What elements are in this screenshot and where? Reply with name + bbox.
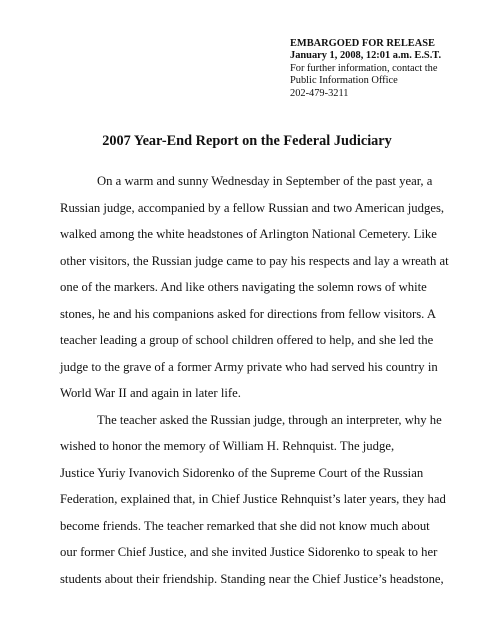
text-line: walked among the white headstones of Arlington National Cemetery. Like bbox=[60, 227, 437, 241]
text-line: teacher leading a group of school children offered to help, and she led the bbox=[60, 333, 434, 347]
text-line: stones, he and his companions asked for directions from fellow visitors. A bbox=[60, 306, 436, 321]
contact-phone: 202-479-3211 bbox=[290, 87, 349, 99]
text-line: become friends. The teacher remarked that she did not know much about bbox=[60, 518, 430, 533]
contact-info: For further information, contact the bbox=[290, 62, 438, 74]
paragraph-1 bbox=[60, 168, 460, 407]
embargo-date: January 1, 2008, 12:01 a.m. E.S.T. bbox=[290, 50, 442, 62]
embargo-heading: EMBARGOED FOR RELEASE bbox=[290, 38, 435, 49]
text-line: World War II and again in later life. bbox=[60, 386, 241, 400]
report-body bbox=[60, 168, 460, 592]
text-line: one of the markers. And like others navigating the solemn rows of white bbox=[60, 280, 427, 294]
text-line: Russian judge, accompanied by a fellow Russian and two American judges, bbox=[60, 200, 445, 215]
report-title: 2007 Year-End Report on the Federal Judiciary bbox=[102, 133, 392, 149]
text-line: other visitors, the Russian judge came to pay his respects and lay a wreath at bbox=[60, 253, 449, 268]
text-line: students about their friendship. Standing near the Chief Justice’s headstone, bbox=[60, 571, 444, 586]
text-line: Federation, explained that, in Chief Justice Rehnquist’s later years, they had bbox=[60, 492, 446, 506]
text-line: our former Chief Justice, and she invited Justice Sidorenko to speak to her bbox=[60, 545, 438, 559]
text-line: wished to honor the memory of William H. Rehnquist. The judge, bbox=[60, 439, 395, 453]
text-line: On a warm and sunny Wednesday in September of the past year, a bbox=[97, 174, 433, 188]
embargo-notice bbox=[290, 38, 480, 100]
text-line: The teacher asked the Russian judge, through an interpreter, why he bbox=[97, 412, 442, 427]
paragraph-2 bbox=[60, 407, 460, 593]
contact-office: Public Information Office bbox=[290, 75, 398, 87]
text-line: Justice Yuriy Ivanovich Sidorenko of the Supreme Court of the Russian bbox=[60, 465, 424, 480]
text-line: judge to the grave of a former Army private who had served his country in bbox=[60, 359, 438, 374]
